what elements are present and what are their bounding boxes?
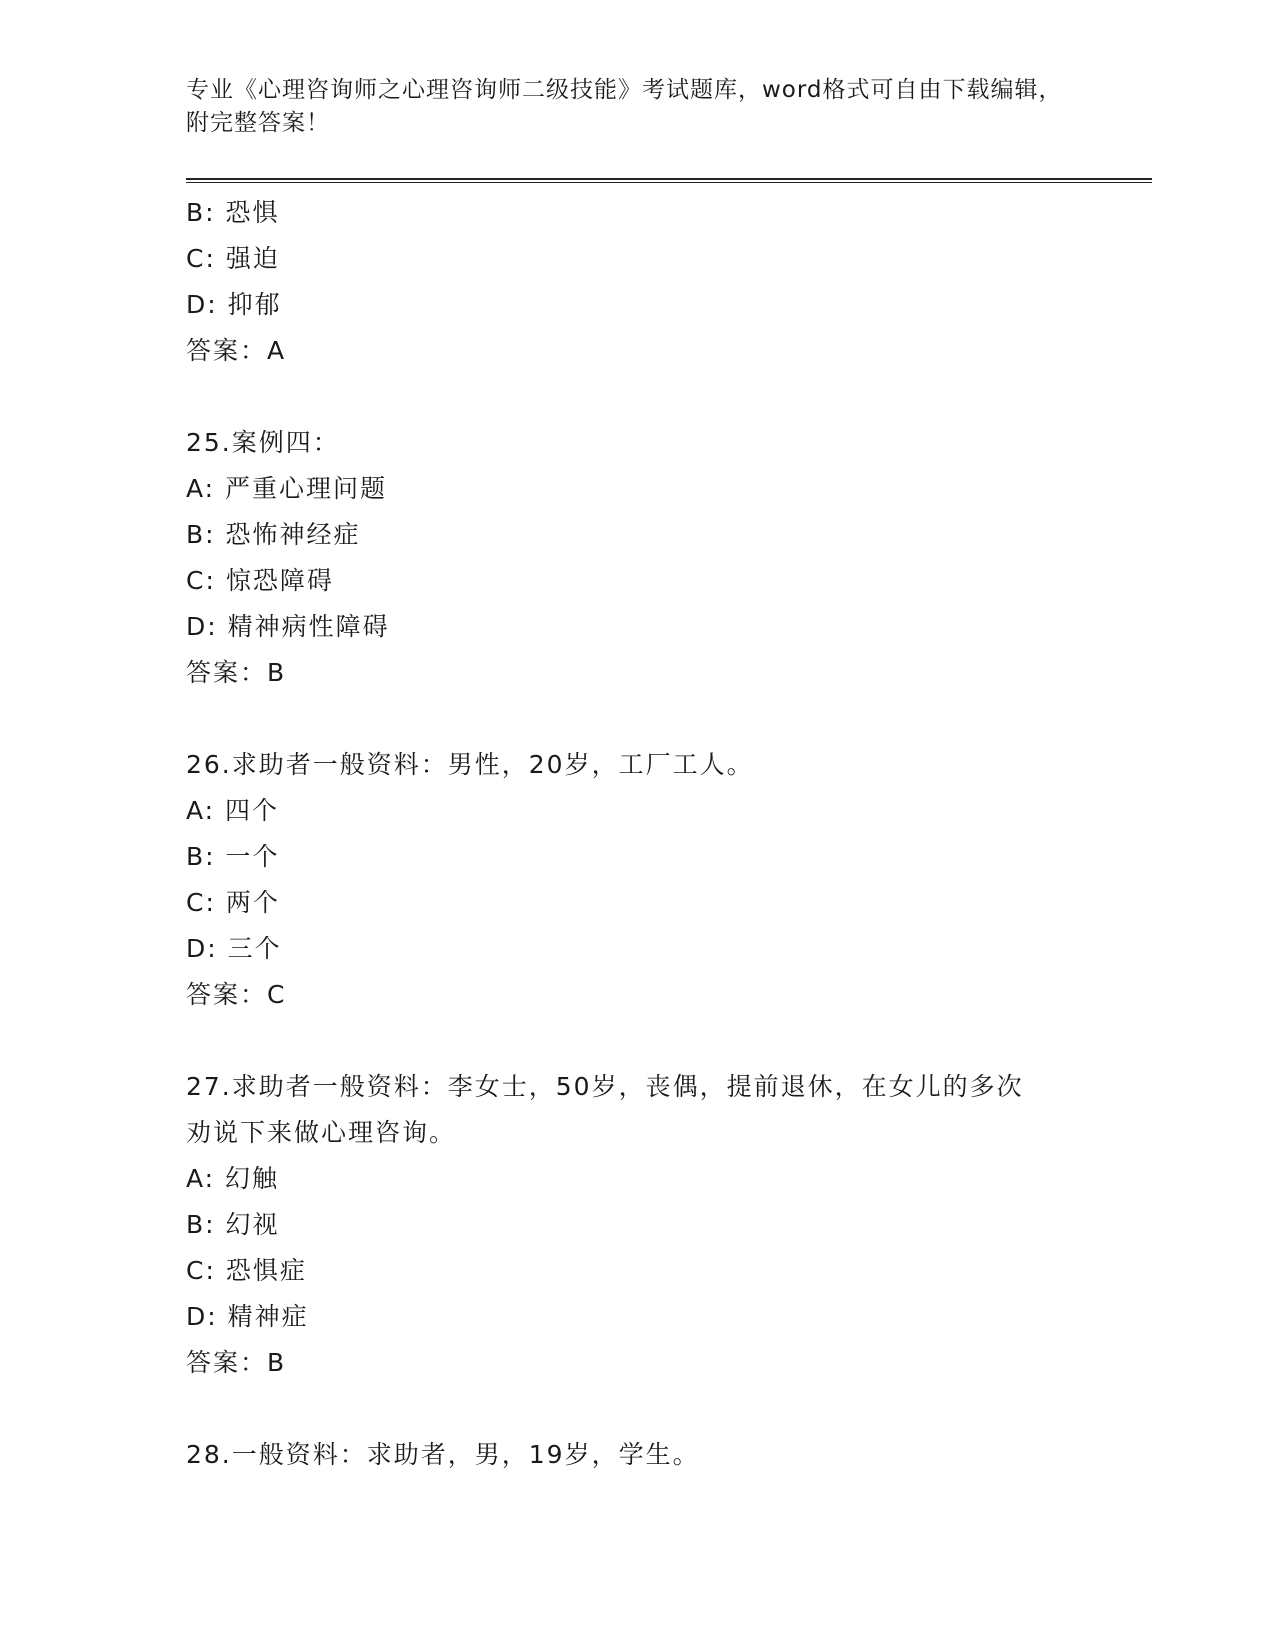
answer-line: 答案：B [186, 658, 287, 687]
option-b: B: 恐惧 [186, 198, 280, 227]
question-title: 28.一般资料：求助者，男，19岁，学生。 [186, 1440, 700, 1469]
answer-line: 答案：C [186, 980, 287, 1009]
question-title: 25.案例四： [186, 428, 340, 457]
option-b: B: 恐怖神经症 [186, 520, 361, 549]
option-d: D: 抑郁 [186, 290, 282, 319]
option-a: A: 四个 [186, 796, 280, 825]
option-c: C: 强迫 [186, 244, 280, 273]
option-a: A: 幻触 [186, 1164, 280, 1193]
question-title: 26.求助者一般资料：男性，20岁，工厂工人。 [186, 750, 754, 779]
answer-line: 答案：B [186, 1348, 287, 1377]
question-28 [186, 1432, 1086, 1478]
header-rule-secondary [186, 182, 1152, 183]
option-d: D: 精神病性障碍 [186, 612, 390, 641]
option-d: D: 三个 [186, 934, 282, 963]
option-b: B: 一个 [186, 842, 280, 871]
question-title-line-1: 27.求助者一般资料：李女士，50岁，丧偶，提前退休，在女儿的多次 [186, 1072, 1024, 1101]
document-header: 专业《心理咨询师之心理咨询师二级技能》考试题库，word格式可自由下载编辑，附完整答案！ [186, 77, 1063, 136]
question-list [186, 190, 1086, 1478]
question-27 [186, 1064, 1086, 1386]
option-a: A: 严重心理问题 [186, 474, 388, 503]
question-25 [186, 420, 1086, 696]
option-c: C: 惊恐障碍 [186, 566, 334, 595]
option-c: C: 恐惧症 [186, 1256, 307, 1285]
header-rule [186, 178, 1152, 180]
option-c: C: 两个 [186, 888, 280, 917]
option-b: B: 幻视 [186, 1210, 280, 1239]
question-26 [186, 742, 1086, 1018]
question-24-continuation [186, 190, 1086, 374]
answer-line: 答案：A [186, 336, 287, 365]
question-title-line-2: 劝说下来做心理咨询。 [186, 1118, 457, 1147]
option-d: D: 精神症 [186, 1302, 309, 1331]
